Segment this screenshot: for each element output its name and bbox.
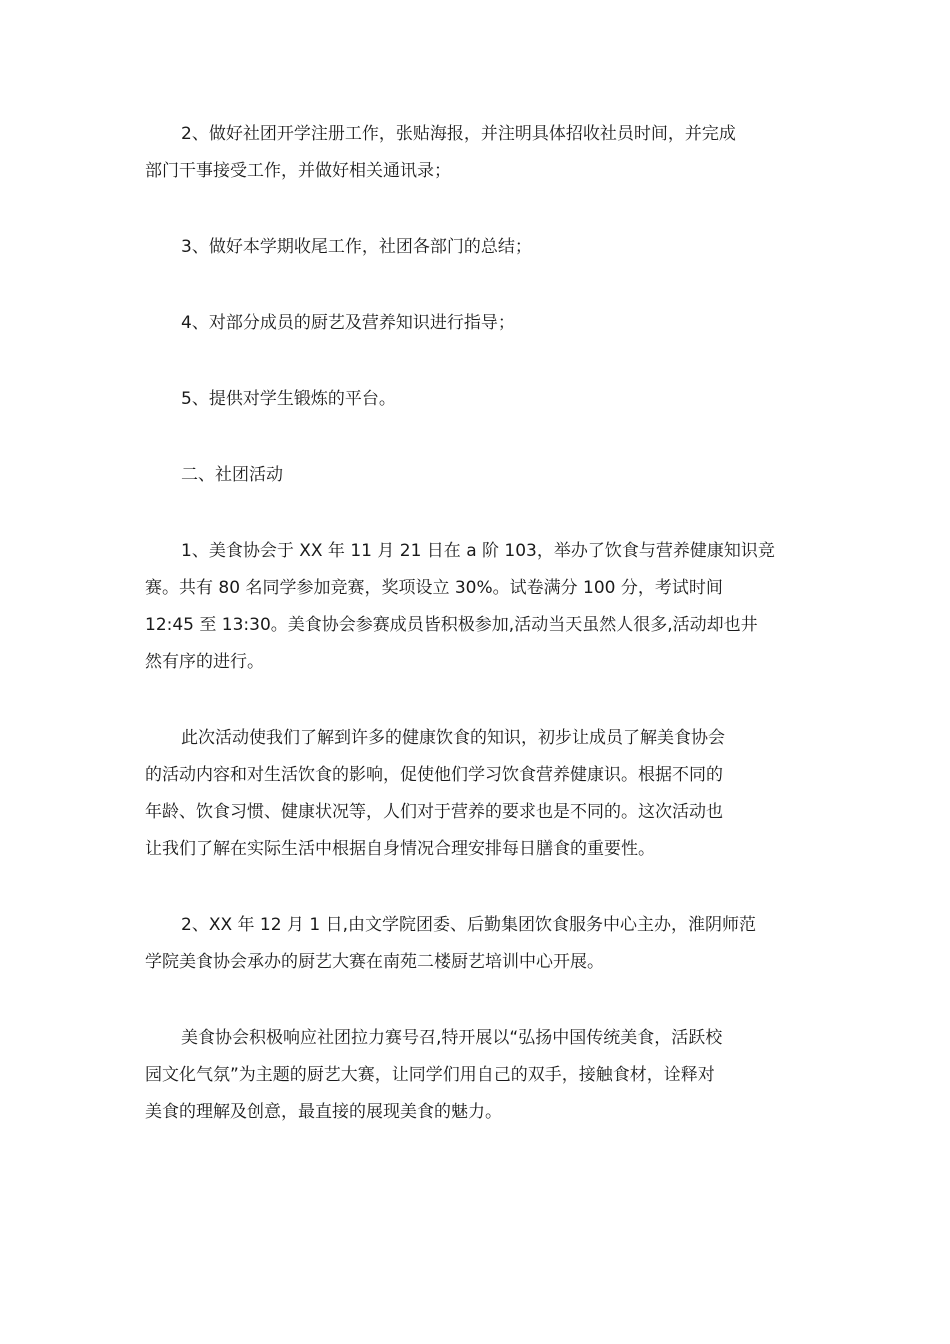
activity-paragraph-1 [145, 533, 810, 681]
paragraph-item-3 [145, 229, 810, 266]
paragraph-item-4 [145, 305, 810, 342]
text-line: 年龄、饮食习惯、健康状况等，人们对于营养的要求也是不同的。这次活动也 [145, 802, 723, 822]
text-line: 12:45 至 13:30。美食协会参赛成员皆积极参加,活动当天虽然人很多,活动却也井 [145, 615, 758, 635]
heading-text: 二、社团活动 [181, 465, 283, 485]
text-line: 1、美食协会于 XX 年 11 月 21 日在 a 阶 103，举办了饮食与营养健康知识竞 [181, 541, 775, 561]
text-line: 部门干事接受工作，并做好相关通讯录； [145, 161, 451, 181]
text-line: 美食的理解及创意，最直接的展现美食的魅力。 [145, 1102, 502, 1122]
text-line: 美食协会积极响应社团拉力赛号召,特开展以“弘扬中国传统美食，活跃校 [181, 1028, 723, 1048]
text-line: 4、对部分成员的厨艺及营养知识进行指导； [181, 313, 515, 333]
text-line: 让我们了解在实际生活中根据自身情况合理安排每日膳食的重要性。 [145, 839, 655, 859]
section-heading [145, 457, 810, 494]
text-line: 此次活动使我们了解到许多的健康饮食的知识，初步让成员了解美食协会 [181, 728, 725, 748]
text-line: 然有序的进行。 [145, 652, 264, 672]
cooking-contest-paragraph [145, 1020, 810, 1131]
text-line: 2、XX 年 12 月 1 日,由文学院团委、后勤集团饮食服务中心主办，淮阴师范 [181, 915, 756, 935]
text-line: 学院美食协会承办的厨艺大赛在南苑二楼厨艺培训中心开展。 [145, 952, 604, 972]
text-line: 的活动内容和对生活饮食的影响，促使他们学习饮食营养健康识。根据不同的 [145, 765, 723, 785]
text-line: 园文化气氛”为主题的厨艺大赛，让同学们用自己的双手，接触食材，诠释对 [145, 1065, 715, 1085]
paragraph-item-5 [145, 381, 810, 418]
paragraph-item-2 [145, 116, 810, 190]
text-line: 2、做好社团开学注册工作，张贴海报，并注明具体招收社员时间，并完成 [181, 124, 736, 144]
text-line: 3、做好本学期收尾工作，社团各部门的总结； [181, 237, 532, 257]
text-line: 5、提供对学生锻炼的平台。 [181, 389, 396, 409]
text-line: 赛。共有 80 名同学参加竞赛，奖项设立 30%。试卷满分 100 分，考试时间 [145, 578, 723, 598]
document-body [145, 116, 810, 1131]
activity-paragraph-2 [145, 907, 810, 981]
activity-reflection-paragraph [145, 720, 810, 868]
